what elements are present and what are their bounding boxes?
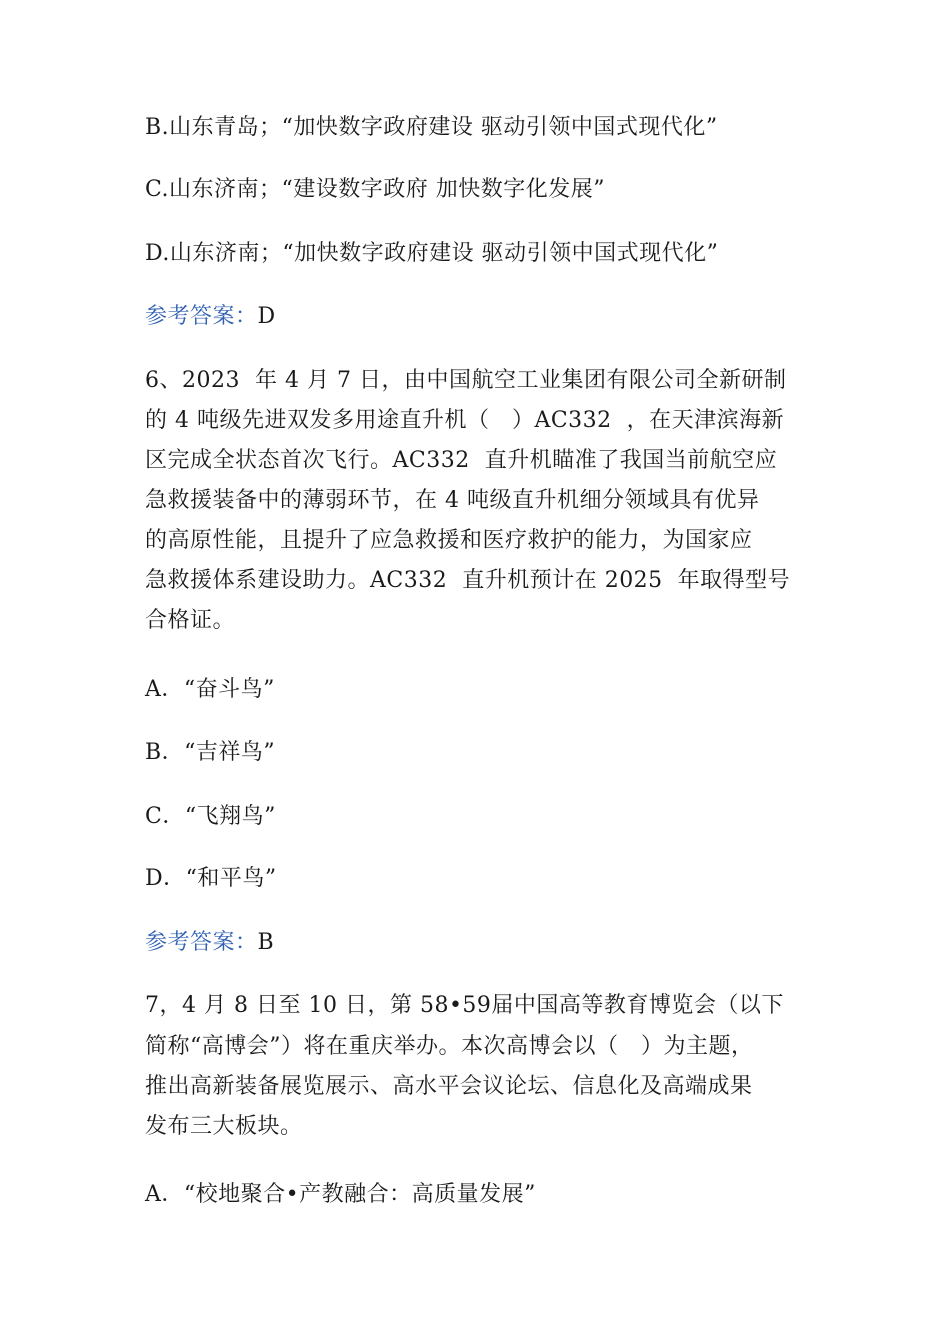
- q5-answer: [145, 301, 276, 333]
- q6-text-line: 急救援体系建设助力。AC332 直升机预计在 2025 年取得型号: [145, 568, 791, 593]
- q6-option-c: C．“飞翔鸟”: [145, 804, 276, 829]
- q7-text-line: 发布三大板块。: [145, 1114, 303, 1139]
- answer-label: 参考答案：: [145, 930, 258, 955]
- answer-label: 参考答案：: [145, 304, 258, 329]
- q5-option-d: D.山东济南；“加快数字政府建设 驱动引领中国式现代化”: [145, 241, 719, 266]
- q6-text-line: 的高原性能，且提升了应急救援和医疗救护的能力，为国家应: [145, 528, 753, 553]
- q6-text-line: 区完成全状态首次飞行。AC332 直升机瞄准了我国当前航空应: [145, 448, 778, 473]
- q6-text-line: 6、2023 年 4 月 7 日，由中国航空工业集团有限公司全新研制: [145, 368, 787, 393]
- q6-text-line: 急救援装备中的薄弱环节，在 4 吨级直升机细分领域具有优异: [145, 488, 760, 513]
- answer-value: B: [257, 930, 275, 955]
- q7-text-line: 简称“高博会”）将在重庆举办。本次高博会以（ ）为主题，: [145, 1034, 754, 1059]
- q6-text-line: 合格证。: [145, 608, 236, 633]
- q7-text-line: 推出高新装备展览展示、高水平会议论坛、信息化及高端成果: [145, 1074, 753, 1099]
- q6-option-a: A．“奋斗鸟”: [145, 677, 275, 702]
- q6-text-line: 的 4 吨级先进双发多用途直升机（ ）AC332 ，在天津滨海新: [145, 408, 785, 433]
- q7-text-line: 7，4 月 8 日至 10 日，第 58•59届中国高等教育博览会（以下: [145, 993, 784, 1018]
- q6-answer: [145, 927, 274, 959]
- answer-value: D: [257, 304, 276, 329]
- q6-option-b: B．“吉祥鸟”: [145, 740, 276, 765]
- q5-option-b: B.山东青岛；“加快数字政府建设 驱动引领中国式现代化”: [145, 115, 718, 140]
- q6-option-d: D．“和平鸟”: [145, 866, 277, 891]
- q5-option-c: C.山东济南；“建设数字政府 加快数字化发展”: [145, 177, 606, 202]
- q7-option-a: A．“校地聚合•产教融合：高质量发展”: [145, 1182, 536, 1207]
